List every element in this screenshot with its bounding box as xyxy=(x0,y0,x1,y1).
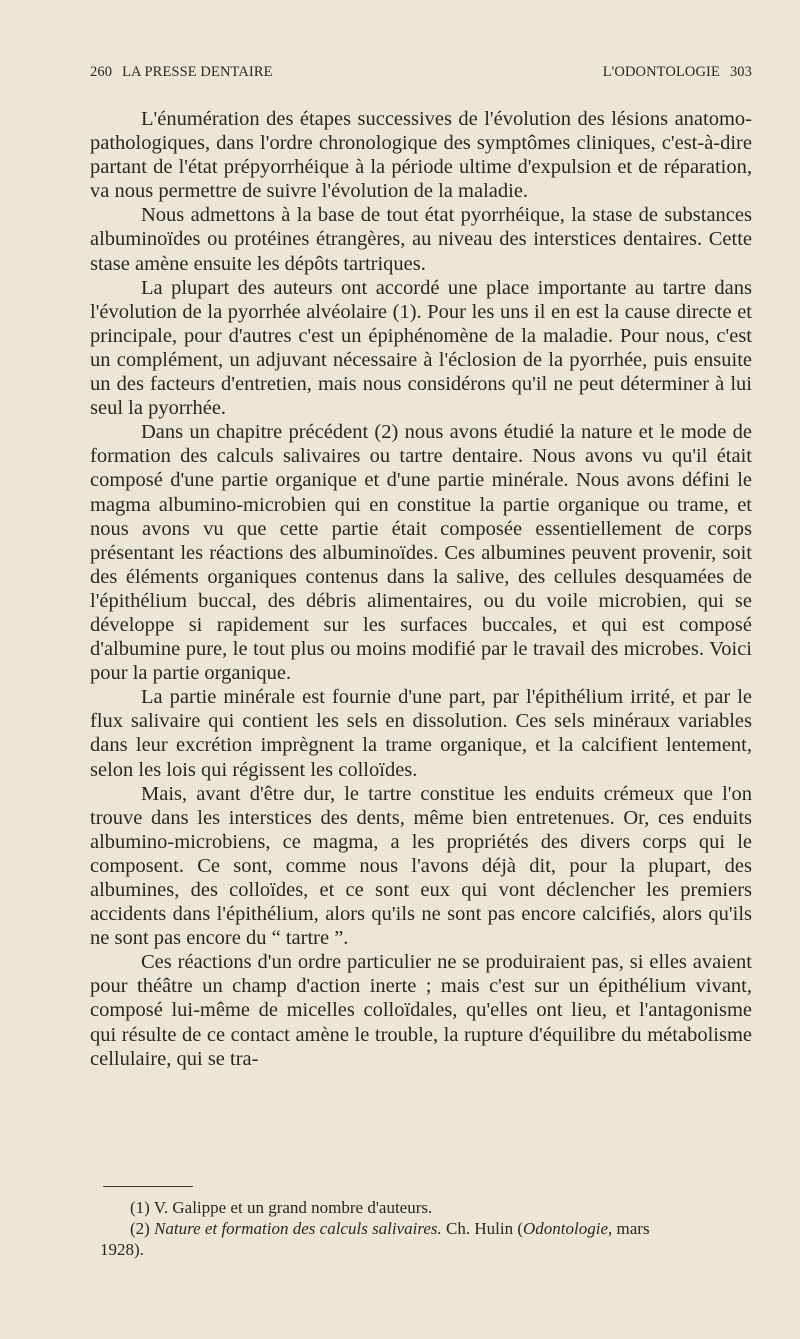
footnote-2-author: Ch. Hulin xyxy=(446,1219,514,1238)
left-page-number: 260 xyxy=(90,64,113,80)
right-page-number: 303 xyxy=(729,64,752,80)
right-journal-title: L'ODONTOLOGIE xyxy=(602,64,720,80)
paragraph-3: La plupart des auteurs ont accordé une place importante au tartre dans l'évolution de la pyorrhée alvéolaire (1). Pour les uns il en est la cause directe et principale, pour d'autres c'est un épiphénomène de la maladie. Pour nous, c'est un complément, un adjuvant nécessaire à l'éclosion de la pyorrhée, puis ensuite un des facteurs d'entretien, mais nous considérons qu'il ne peut déterminer à lui seul la pyorrhée. xyxy=(90,276,752,420)
left-journal-title: LA PRESSE DENTAIRE xyxy=(122,64,273,80)
footnote-1 xyxy=(90,1197,752,1218)
body-text xyxy=(90,107,752,1071)
paragraph-4: Dans un chapitre précédent (2) nous avons étudié la nature et le mode de formation des calculs salivaires ou tartre dentaire. Nous avons vu qu'il était composé d'une partie organique et d'une partie minérale. Nous avons défini le magma albumino-microbien qui en constitue la partie organique ou trame, et nous avons vu que cette partie était composée essentiellement de corps présentant les réactions des albuminoïdes. Ces albumines peuvent provenir, soit des éléments organiques contenus dans la salive, des cellules desquamées de l'épithélium buccal, des débris alimentaires, ou du voile microbien, qui se développe si rapidement sur les surfaces buccales, et qui est composé d'albumine pure, le tout plus ou moins modifié par le travail des microbes. Voici pour la partie organique. xyxy=(90,421,752,685)
footnote-2-continuation xyxy=(90,1239,752,1260)
header-right xyxy=(603,64,752,81)
footnote-divider xyxy=(103,1186,193,1187)
paragraph-7: Ces réactions d'un ordre particulier ne se produiraient pas, si elles avaient pour théâtre un champ d'action inerte ; mais c'est sur un épithélium vivant, composé lui-même de micelles colloïdales, qu'elles ont lieu, et l'antagonisme qui résulte de ce contact amène le trouble, la rupture d'équilibre du métabolisme cellulaire, qui se tra- xyxy=(90,951,752,1070)
footnote-1-text: V. Galippe et un grand nombre d'auteurs. xyxy=(153,1198,433,1217)
running-header xyxy=(90,64,752,86)
footnote-2-date-part2: 1928). xyxy=(100,1240,144,1259)
footnote-2-title: Nature et formation des calculs salivaires. xyxy=(154,1219,442,1238)
footnote-2-journal: Odontologie, xyxy=(523,1219,613,1238)
header-left xyxy=(90,64,273,81)
paragraph-5: La partie minérale est fournie d'une part, par l'épithélium irrité, et par le flux salivaire qui contient les sels en dissolution. Ces sels minéraux variables dans leur excrétion imprègnent la trame organique, et la calcifient lentement, selon les lois qui régissent les colloïdes. xyxy=(90,686,752,781)
paragraph-2: Nous admettons à la base de tout état pyorrhéique, la stase de substances albuminoïdes ou protéines étrangères, au niveau des interstices dentaires. Cette stase amène ensuite les dépôts tartriques. xyxy=(90,204,752,275)
footnote-1-marker: (1) xyxy=(130,1198,150,1217)
paragraph-6: Mais, avant d'être dur, le tartre constitue les enduits crémeux que l'on trouve dans les interstices des dents, même bien entretenues. Or, ces enduits albumino-microbiens, ce magma, a les propriétés des divers corps qui le composent. Ce sont, comme nous l'avons déjà dit, pour la plupart, des albumines, des colloïdes, et ce sont eux qui vont déclencher les premiers accidents dans l'épithélium, alors qu'ils ne sont pas encore calcifiés, alors qu'ils ne sont pas encore du “ tartre ”. xyxy=(90,782,752,950)
footnote-2 xyxy=(90,1218,752,1239)
footnote-2-source-open: ( xyxy=(517,1219,524,1238)
footnote-2-date-part1: mars xyxy=(616,1219,650,1238)
footnote-2-marker: (2) xyxy=(130,1219,150,1238)
footnotes xyxy=(90,1197,752,1260)
paragraph-1: L'énumération des étapes successives de l'évolution des lésions anatomo-pathologiques, dans l'ordre chronologique des symptômes cliniques, c'est-à-dire partant de l'état prépyorrhéique à la période ultime d'expulsion et de réparation, va nous permettre de suivre l'évolution de la maladie. xyxy=(90,108,752,203)
